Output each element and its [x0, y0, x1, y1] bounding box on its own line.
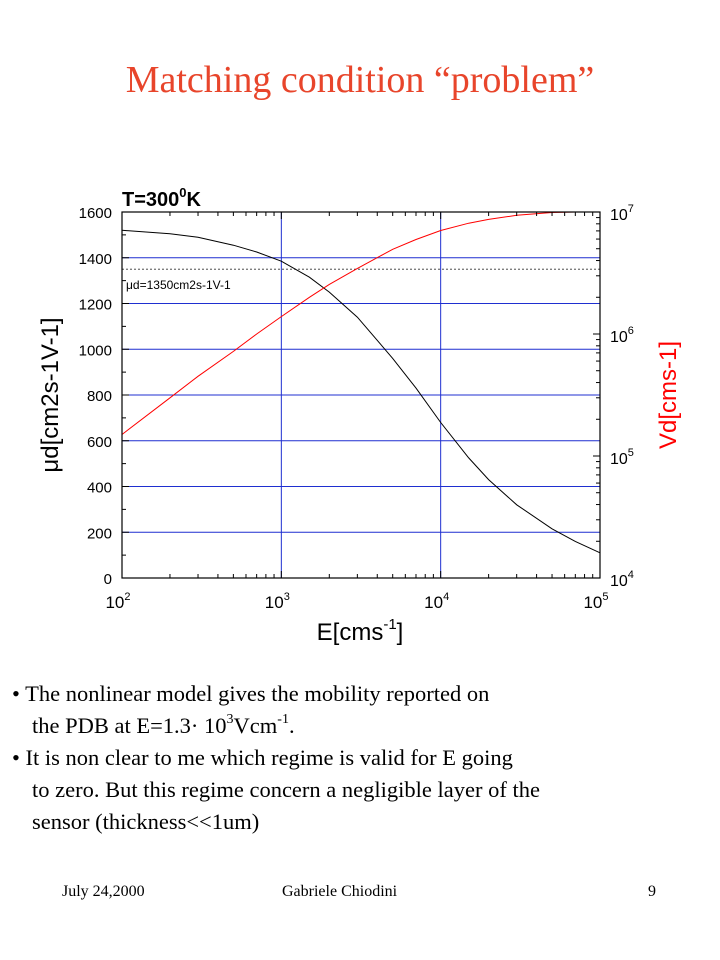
y-left-tick-label: 1200 [78, 296, 112, 314]
series-line-velocity [122, 212, 600, 435]
y-right-tick-exp: 7 [627, 203, 634, 215]
y-right-tick-base: 10 [610, 573, 628, 590]
x-tick-label [105, 591, 130, 612]
y-left-tick-label: 1600 [78, 205, 112, 222]
bullet-1-line-2: the PDB at $E=1.3\cdot 10^3Vcm^{-1}$. [32, 711, 295, 738]
x-label-sup: -1 [383, 616, 397, 633]
y-left-tick-label: 200 [86, 525, 112, 543]
y-left-tick-label: 800 [86, 388, 112, 405]
x-tick-exp: 2 [124, 591, 131, 603]
labels-layer [37, 185, 682, 646]
chart-title-suffix: K [186, 189, 201, 211]
x-label-main: E[cms [316, 619, 384, 646]
chart [0, 180, 720, 660]
footer-date: July 24,2000 [62, 883, 145, 900]
y-right-tick-label [610, 569, 634, 590]
chart-title-sup: 0 [179, 185, 187, 200]
bullet-1-line-1: • The nonlinear model gives the mobility reported on [12, 681, 490, 706]
x-axis-label [317, 616, 404, 646]
slide-title: Matching condition “problem” [125, 59, 595, 101]
x-tick-label [583, 591, 608, 612]
y-right-axis-label: Vd[cms-1] [655, 340, 682, 450]
x-tick-label [424, 591, 449, 612]
y-right-tick-base: 10 [610, 329, 628, 346]
y-left-tick-label: 600 [86, 433, 112, 451]
y-left-axis-label: μd[cm2s-1V-1] [37, 317, 64, 473]
y-right-tick-label [610, 203, 634, 224]
bullet-2-line-2: to zero. But this regime concern a negligible layer of the [32, 777, 540, 802]
x-tick-base: 10 [424, 593, 444, 612]
y-right-tick-base: 10 [610, 451, 628, 468]
x-tick-base: 10 [105, 593, 125, 612]
y-left-axis-label-group [37, 317, 64, 472]
footer-page-number: 9 [648, 883, 656, 900]
reference-line-label: μd=1350cm2s-1V-1 [126, 278, 231, 293]
y-left-tick-label: 0 [103, 571, 112, 588]
x-tick-base: 10 [583, 593, 603, 612]
chart-title [122, 185, 202, 211]
y-right-axis-label-group [655, 341, 682, 449]
y-left-tick-label: 1000 [78, 342, 112, 360]
x-tick-exp: 3 [283, 591, 290, 603]
y-left-tick-label: 1400 [78, 250, 112, 268]
bullet-2-line-1: • It is non clear to me which regime is valid for E going [12, 745, 513, 770]
x-tick-exp: 5 [602, 591, 609, 603]
bullet-2-line-3: sensor (thickness<<1um) [32, 809, 260, 834]
y-right-tick-exp: 6 [627, 325, 634, 337]
y-right-tick-base: 10 [610, 207, 628, 224]
y-right-tick-exp: 4 [627, 569, 634, 581]
x-tick-base: 10 [264, 593, 284, 612]
chart-title-main: T=300 [122, 189, 180, 211]
x-tick-label [265, 591, 290, 612]
y-right-tick-label [610, 325, 634, 346]
bullet-list [12, 678, 712, 838]
y-right-tick-exp: 5 [627, 447, 634, 459]
x-tick-exp: 4 [443, 591, 450, 603]
y-left-tick-label: 400 [86, 479, 112, 497]
series-layer [122, 212, 600, 553]
x-label-tail: ] [396, 619, 404, 646]
footer-author: Gabriele Chiodini [282, 883, 398, 900]
y-right-tick-label [610, 447, 634, 468]
